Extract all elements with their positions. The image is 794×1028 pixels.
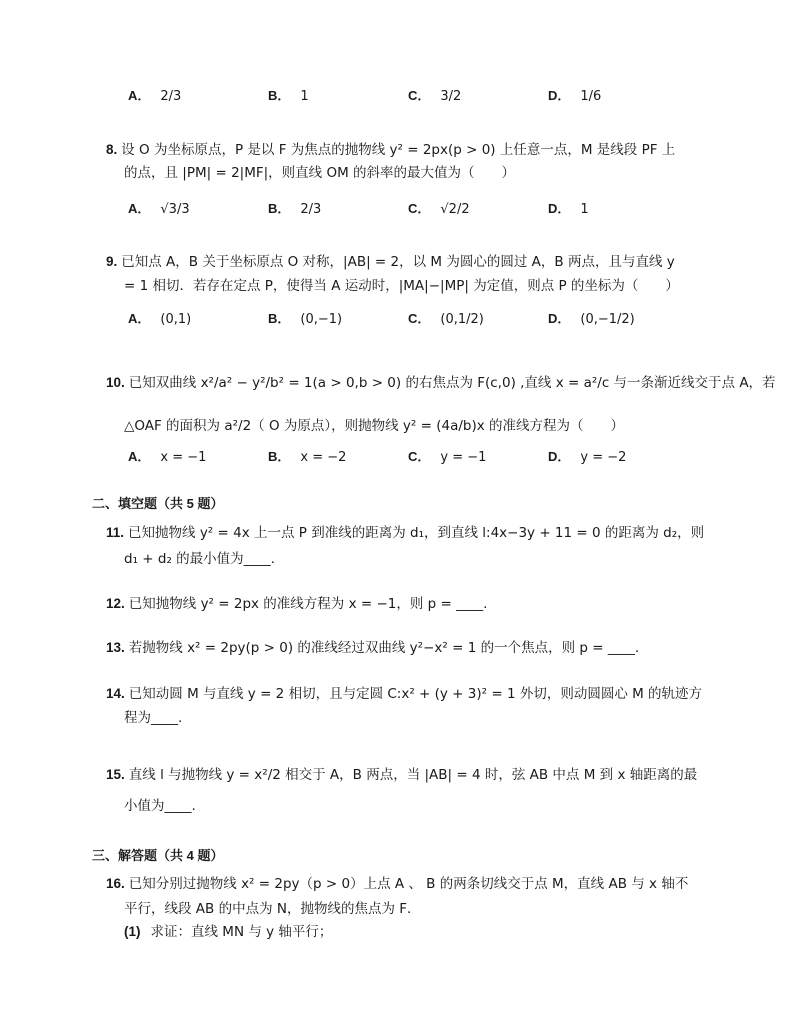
q9-option-b: B． (0,−1) xyxy=(268,311,343,327)
q14-text-line1: 14. 已知动圆 M 与直线 y = 2 相切，且与定圆 C:x² + (y + 3)² = 1 外切，则动圆圆心 M 的轨迹方 xyxy=(106,686,703,702)
q7-option-c: C． 3/2 xyxy=(408,88,462,104)
q8-text-line2: 的点，且 |PM| = 2|MF|，则直线 OM 的斜率的最大值为（ ） xyxy=(124,165,516,181)
q8-text-line1: 8. 设 O 为坐标原点，P 是以 F 为焦点的抛物线 y² = 2px(p > 0) 上任意一点，M 是线段 PF 上 xyxy=(106,142,676,158)
q12-number: 12. xyxy=(106,596,125,611)
q7-option-b: B． 1 xyxy=(268,88,309,104)
q8-option-c: C． √2/2 xyxy=(408,201,470,217)
q13-number: 13. xyxy=(106,640,125,655)
q9-option-c: C． (0,1/2) xyxy=(408,311,484,327)
q9-text-line2: = 1 相切．若存在定点 P，使得当 A 运动时，|MA|−|MP| 为定值，则点 P 的坐标为（ ） xyxy=(124,278,679,294)
q10-option-d: D． y = −2 xyxy=(548,449,627,465)
q15-text-line1: 15. 直线 l 与抛物线 y = x²/2 相交于 A，B 两点，当 |AB| = 4 时，弦 AB 中点 M 到 x 轴距离的最 xyxy=(106,767,698,783)
q8-option-d: D． 1 xyxy=(548,201,589,217)
q8-option-a: A． √3/3 xyxy=(128,201,190,217)
q10-option-c: C． y = −1 xyxy=(408,449,487,465)
q15-text-line2: 小值为____. xyxy=(124,798,196,814)
q13-text: 13. 若抛物线 x² = 2py(p > 0) 的准线经过双曲线 y²−x² = 1 的一个焦点，则 p = ____. xyxy=(106,640,640,656)
q10-option-a: A． x = −1 xyxy=(128,449,207,465)
q14-number: 14. xyxy=(106,686,125,701)
q16-text-line2: 平行，线段 AB 的中点为 N，抛物线的焦点为 F． xyxy=(124,901,421,917)
q11-text-line2: d₁ + d₂ 的最小值为____. xyxy=(124,551,275,567)
q9-option-a: A． (0,1) xyxy=(128,311,192,327)
q15-number: 15. xyxy=(106,767,125,782)
section-fill-in-heading: 二、填空题（共 5 题） xyxy=(92,496,224,511)
q10-text-line2: △OAF 的面积为 a²/2（ O 为原点），则抛物线 y² = (4a/b)x 的准线方程为（ ） xyxy=(124,418,625,434)
q9-text-line1: 9. 已知点 A，B 关于坐标原点 O 对称，|AB| = 2，以 M 为圆心的圆过 A，B 两点，且与直线 y xyxy=(106,254,675,270)
q11-number: 11. xyxy=(106,525,125,540)
q16-number: 16. xyxy=(106,876,125,891)
q16-sub1: (1) 求证：直线 MN 与 y 轴平行； xyxy=(124,924,333,940)
q9-number: 9. xyxy=(106,254,118,269)
q8-option-b: B． 2/3 xyxy=(268,201,322,217)
q12-text: 12. 已知抛物线 y² = 2px 的准线方程为 x = −1，则 p = ____. xyxy=(106,596,488,612)
q16-sub1-label: (1) xyxy=(124,924,141,939)
q11-text-line1: 11. 已知抛物线 y² = 4x 上一点 P 到准线的距离为 d₁，到直线 l:4x−3y + 11 = 0 的距离为 d₂，则 xyxy=(106,525,705,541)
q14-text-line2: 程为____. xyxy=(124,710,183,726)
q8-number: 8. xyxy=(106,142,118,157)
q10-number: 10. xyxy=(106,375,125,390)
q7-option-a: A． 2/3 xyxy=(128,88,182,104)
q9-option-d: D． (0,−1/2) xyxy=(548,311,635,327)
q7-option-d: D． 1/6 xyxy=(548,88,602,104)
q16-text-line1: 16. 已知分别过抛物线 x² = 2py（p > 0）上点 A 、 B 的两条切线交于点 M，直线 AB 与 x 轴不 xyxy=(106,876,689,892)
q10-text-line1: 10. 已知双曲线 x²/a² − y²/b² = 1(a > 0,b > 0) 的右焦点为 F(c,0) ,直线 x = a²/c 与一条渐近线交于点 A，若 xyxy=(106,375,776,391)
q10-option-b: B． x = −2 xyxy=(268,449,347,465)
section-solution-heading: 三、解答题（共 4 题） xyxy=(92,848,224,863)
